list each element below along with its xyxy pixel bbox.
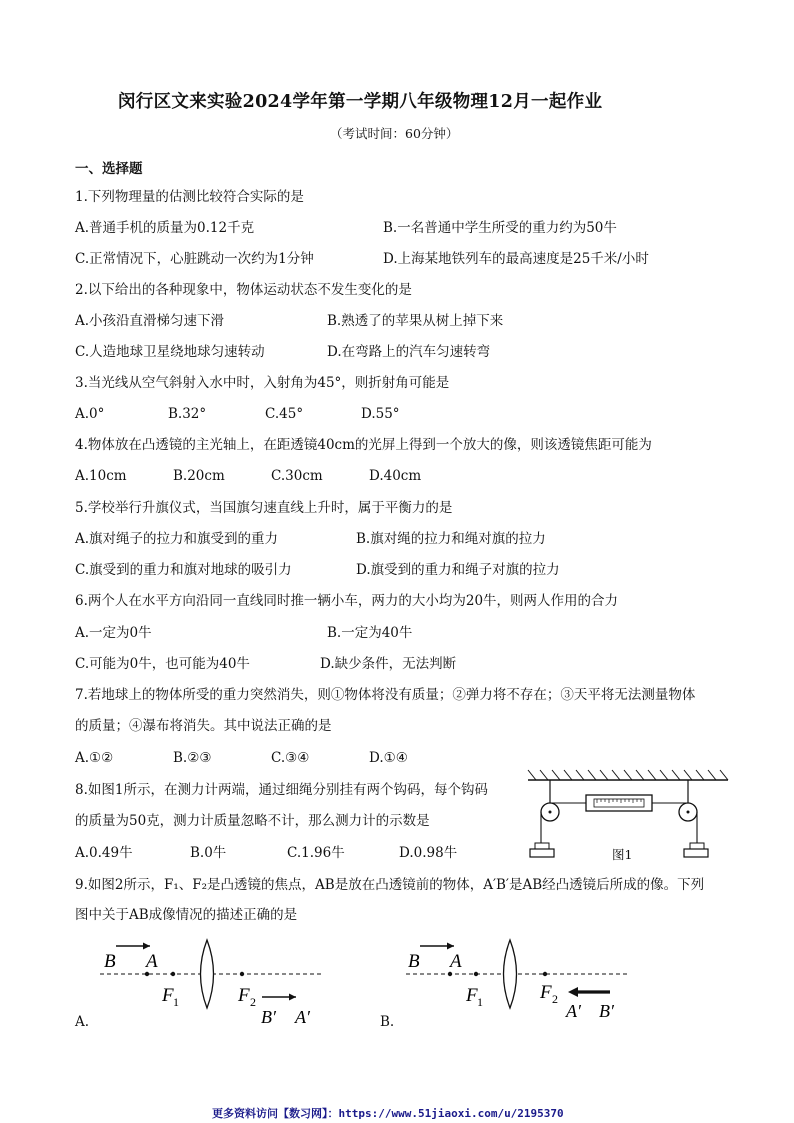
q9-diagram-b <box>402 936 638 1028</box>
q2-option-d: D.在弯路上的汽车匀速转弯 <box>327 344 491 360</box>
q9-option-a-label: A. <box>75 1014 90 1030</box>
q3-option-b: B.32° <box>168 406 207 422</box>
q6-option-c: C.可能为0牛，也可能为40牛 <box>75 656 250 672</box>
label-b-prime: B′ <box>599 1001 614 1021</box>
label-b: B <box>104 951 116 972</box>
q8-stem-cont: 的质量为50克，测力计质量忽略不计，那么测力计的示数是 <box>75 813 430 829</box>
q6-option-b: B.一定为40牛 <box>327 625 413 641</box>
label-b: B <box>408 951 420 972</box>
q4-option-b: B.20cm <box>173 468 225 484</box>
q8-option-d: D.0.98牛 <box>399 845 458 861</box>
q9-diagram-a <box>96 936 332 1028</box>
page-title: 闵行区文来实验2024学年第一学期八年级物理12月一起作业 <box>118 92 603 112</box>
q9-stem-cont: 图中关于AB成像情况的描述正确的是 <box>75 907 298 923</box>
q7-option-d: D.①④ <box>369 750 408 766</box>
q5-option-c: C.旗受到的重力和旗对地球的吸引力 <box>75 562 292 578</box>
q4-option-a: A.10cm <box>75 468 127 484</box>
section-heading: 一、选择题 <box>75 161 143 177</box>
label-f1-sub: 1 <box>173 995 179 1009</box>
label-a: A <box>450 951 462 972</box>
q5-stem: 5.学校举行升旗仪式，当国旗匀速直线上升时，属于平衡力的是 <box>75 500 453 516</box>
q3-option-d: D.55° <box>361 406 400 422</box>
q6-stem: 6.两个人在水平方向沿同一直线同时推一辆小车，两力的大小均为20牛，则两人作用的合力 <box>75 593 619 609</box>
q9-stem: 9.如图2所示，F₁、F₂是凸透镜的焦点，AB是放在凸透镜前的物体，A′B′是AB经凸透镜后所成的像。下列 <box>75 877 705 893</box>
q7-option-a: A.①② <box>75 750 114 766</box>
label-a: A <box>146 951 158 972</box>
q8-option-a: A.0.49牛 <box>75 845 133 861</box>
q5-option-a: A.旗对绳子的拉力和旗受到的重力 <box>75 531 279 547</box>
q4-option-d: D.40cm <box>369 468 422 484</box>
q3-option-c: C.45° <box>265 406 304 422</box>
q1-option-c: C.正常情况下，心脏跳动一次约为1分钟 <box>75 251 314 267</box>
q3-stem: 3.当光线从空气斜射入水中时，入射角为45°，则折射角可能是 <box>75 375 450 391</box>
label-f2: F <box>238 985 250 1006</box>
q8-stem: 8.如图1所示，在测力计两端，通过细绳分别挂有两个钩码，每个钩码 <box>75 782 488 798</box>
label-f2-sub: 2 <box>250 995 256 1009</box>
q6-option-a: A.一定为0牛 <box>75 625 152 641</box>
exam-time: （考试时间：60分钟） <box>330 126 459 141</box>
q1-option-d: D.上海某地铁列车的最高速度是25千米/小时 <box>383 251 649 267</box>
q2-option-c: C.人造地球卫星绕地球匀速转动 <box>75 344 265 360</box>
label-f1: F <box>162 985 174 1006</box>
footer-link[interactable]: 更多资料访问【数习网】：https://www.51jiaoxi.com/u/2195370 <box>212 1107 564 1120</box>
label-f1-sub: 1 <box>477 995 483 1009</box>
q6-option-d: D.缺少条件，无法判断 <box>320 656 457 672</box>
q2-option-a: A.小孩沿直滑梯匀速下滑 <box>75 313 225 329</box>
q1-option-a: A.普通手机的质量为0.12千克 <box>75 220 255 236</box>
q1-stem: 1.下列物理量的估测比较符合实际的是 <box>75 189 304 205</box>
q5-option-d: D.旗受到的重力和绳子对旗的拉力 <box>356 562 560 578</box>
label-b-prime: B′ <box>261 1007 276 1027</box>
q2-stem: 2.以下给出的各种现象中，物体运动状态不发生变化的是 <box>75 282 412 298</box>
q7-stem: 7.若地球上的物体所受的重力突然消失，则①物体将没有质量；②弹力将不存在；③天平将无法测量物体 <box>75 687 696 703</box>
q7-option-b: B.②③ <box>173 750 212 766</box>
q4-stem: 4.物体放在凸透镜的主光轴上，在距透镜40cm的光屏上得到一个放大的像，则该透镜焦距可能为 <box>75 437 652 453</box>
q8-option-b: B.0牛 <box>190 845 227 861</box>
q7-stem-cont: 的质量；④瀑布将消失。其中说法正确的是 <box>75 718 332 734</box>
figure-1-caption: 图1 <box>612 847 633 862</box>
label-a-prime: A′ <box>295 1007 310 1027</box>
q3-option-a: A.0° <box>75 406 105 422</box>
label-f2-sub: 2 <box>552 992 558 1006</box>
q5-option-b: B.旗对绳的拉力和绳对旗的拉力 <box>356 531 546 547</box>
label-f1: F <box>466 985 478 1006</box>
q8-option-c: C.1.96牛 <box>287 845 345 861</box>
q1-option-b: B.一名普通中学生所受的重力约为50牛 <box>383 220 617 236</box>
q4-option-c: C.30cm <box>271 468 323 484</box>
q9-option-b-label: B. <box>380 1014 395 1030</box>
q2-option-b: B.熟透了的苹果从树上掉下来 <box>327 313 504 329</box>
q7-option-c: C.③④ <box>271 750 310 766</box>
label-f2: F <box>540 982 552 1003</box>
label-a-prime: A′ <box>566 1001 581 1021</box>
